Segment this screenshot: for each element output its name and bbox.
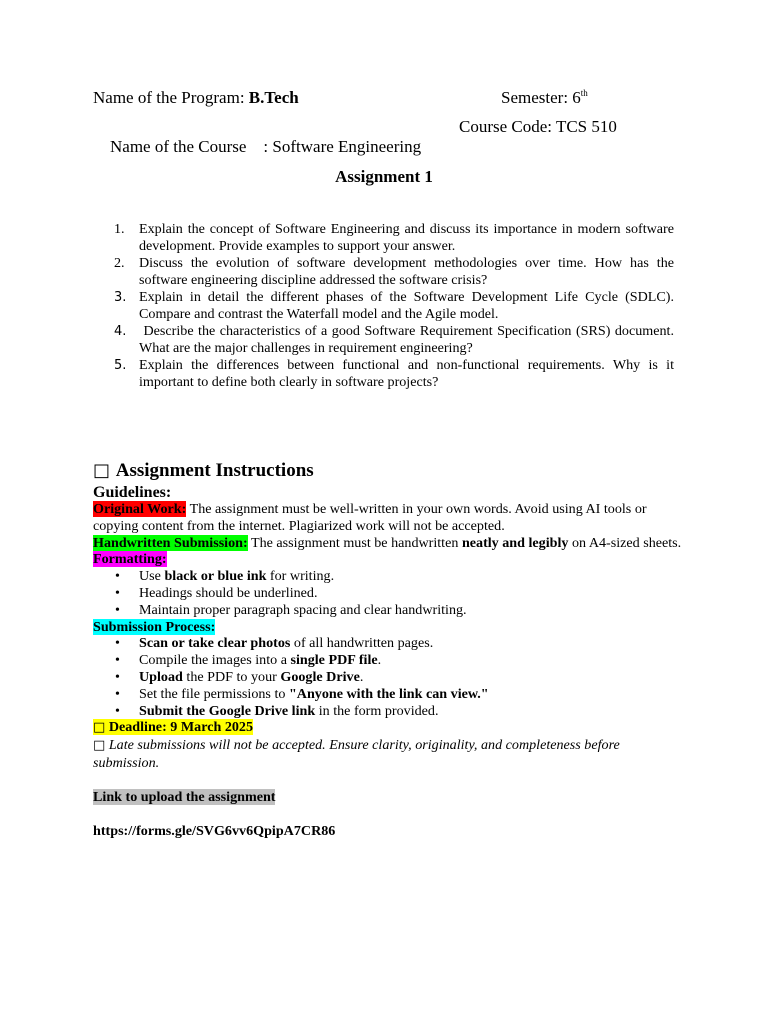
question-number: 2. (114, 255, 125, 271)
list-item (93, 669, 683, 686)
item-bold: black or blue ink (164, 568, 267, 585)
semester-label: Semester: 6 (501, 88, 581, 107)
formatting-label: Formatting: (93, 551, 167, 568)
page-title: Assignment 1 (335, 167, 433, 186)
list-item (93, 585, 683, 602)
list-item (93, 568, 683, 585)
item-bold: Scan or take clear photos (139, 635, 291, 652)
item-bold: single PDF file (290, 652, 378, 669)
list-item (114, 221, 674, 255)
program-value: B.Tech (248, 88, 299, 107)
guidelines-heading: Guidelines: (93, 484, 172, 501)
question-text: Discuss the evolution of software development methodologies over time. How has the software engineering discipline addressed the software crisis? (139, 255, 674, 288)
question-number: 5. (114, 358, 127, 373)
item-bold: Google Drive (280, 668, 360, 685)
list-item (114, 289, 674, 323)
original-work-paragraph (93, 501, 683, 535)
course-code (459, 117, 617, 137)
question-number: 4. (114, 324, 127, 339)
list-item (93, 602, 683, 619)
item-text: . (377, 652, 382, 669)
late-notice-text: Late submissions will not be accepted. Ensure clarity, originality, and completeness before submission. (93, 737, 620, 771)
semester-superscript: th (580, 88, 588, 98)
list-item (114, 323, 678, 357)
original-work-label: Original Work: (93, 501, 187, 517)
submission-list (93, 635, 683, 719)
program-label: Name of the Program: (93, 88, 249, 107)
handwritten-text-end: on A4-sized sheets. (568, 534, 682, 551)
formatting-list (93, 568, 683, 618)
deadline-badge (93, 719, 253, 735)
deadline-line (93, 719, 683, 737)
item-text: for writing. (266, 568, 335, 585)
question-text: Explain the differences between functional and non-functional requirements. Why is it important to define both clearly in software projects? (139, 357, 674, 390)
item-bold: "Anyone with the link can view." (288, 685, 489, 702)
course-label: Name of the Course : Software Engineering (110, 137, 422, 156)
item-text: . (359, 668, 364, 685)
item-text: Headings should be underlined. (139, 584, 318, 601)
question-text: Explain the concept of Software Engineering and discuss its importance in modern software development. Provide examples to support your answer. (139, 221, 674, 254)
question-text: Explain in detail the different phases of the Software Development Life Cycle (SDLC). Compare and contrast the Waterfall model and the Agile model. (139, 289, 674, 322)
list-item (114, 357, 674, 391)
list-item (114, 255, 674, 289)
item-text: Maintain proper paragraph spacing and clear handwriting. (139, 601, 467, 618)
item-text: of all handwritten pages. (290, 635, 434, 652)
question-number: 3. (114, 290, 127, 305)
upload-link[interactable]: https://forms.gle/SVG6vv6QpipA7CR86 (93, 822, 336, 839)
handwritten-bold: neatly and legibly (461, 534, 569, 551)
semester-line (501, 88, 588, 108)
list-item (93, 686, 683, 703)
submission-label: Submission Process: (93, 618, 216, 635)
program-line (93, 88, 299, 108)
course-code-text: Course Code: TCS 510 (459, 117, 617, 136)
instructions-heading (93, 459, 683, 483)
question-number: 1. (114, 221, 125, 237)
handwritten-text: The assignment must be handwritten (247, 534, 462, 551)
warning-icon: □ (93, 738, 106, 754)
list-item (93, 635, 683, 652)
formatting-heading (93, 551, 683, 568)
item-text: Use (139, 568, 165, 585)
item-bold: Submit the Google Drive link (139, 702, 316, 719)
upload-link-heading (93, 789, 683, 806)
upload-link-label: Link to upload the assignment (93, 788, 276, 805)
item-bold: Upload (139, 668, 183, 685)
submission-heading (93, 619, 683, 636)
list-item (93, 703, 683, 720)
late-notice (93, 737, 683, 772)
question-list (114, 221, 678, 391)
item-text: the PDF to your (182, 668, 281, 685)
handwritten-label: Handwritten Submission: (93, 534, 248, 551)
handwritten-paragraph (93, 535, 683, 552)
item-text: Set the file permissions to (139, 685, 289, 702)
list-item (93, 652, 683, 669)
clipboard-icon: □ (93, 460, 111, 481)
original-work-text: The assignment must be well-written in your own words. Avoid using AI tools or copying content from the internet. Plagiarized work will not be accepted. (93, 501, 647, 534)
question-text: Describe the characteristics of a good Software Requirement Specification (SRS) document. What are the major challenges in requirement engineering? (139, 323, 678, 356)
item-text: in the form provided. (315, 702, 439, 719)
calendar-icon: □ (93, 720, 106, 736)
instructions-heading-text: Assignment Instructions (115, 460, 314, 481)
deadline-text: Deadline: 9 March 2025 (105, 719, 254, 736)
instructions-section (93, 459, 683, 839)
item-text: Compile the images into a (139, 652, 291, 669)
